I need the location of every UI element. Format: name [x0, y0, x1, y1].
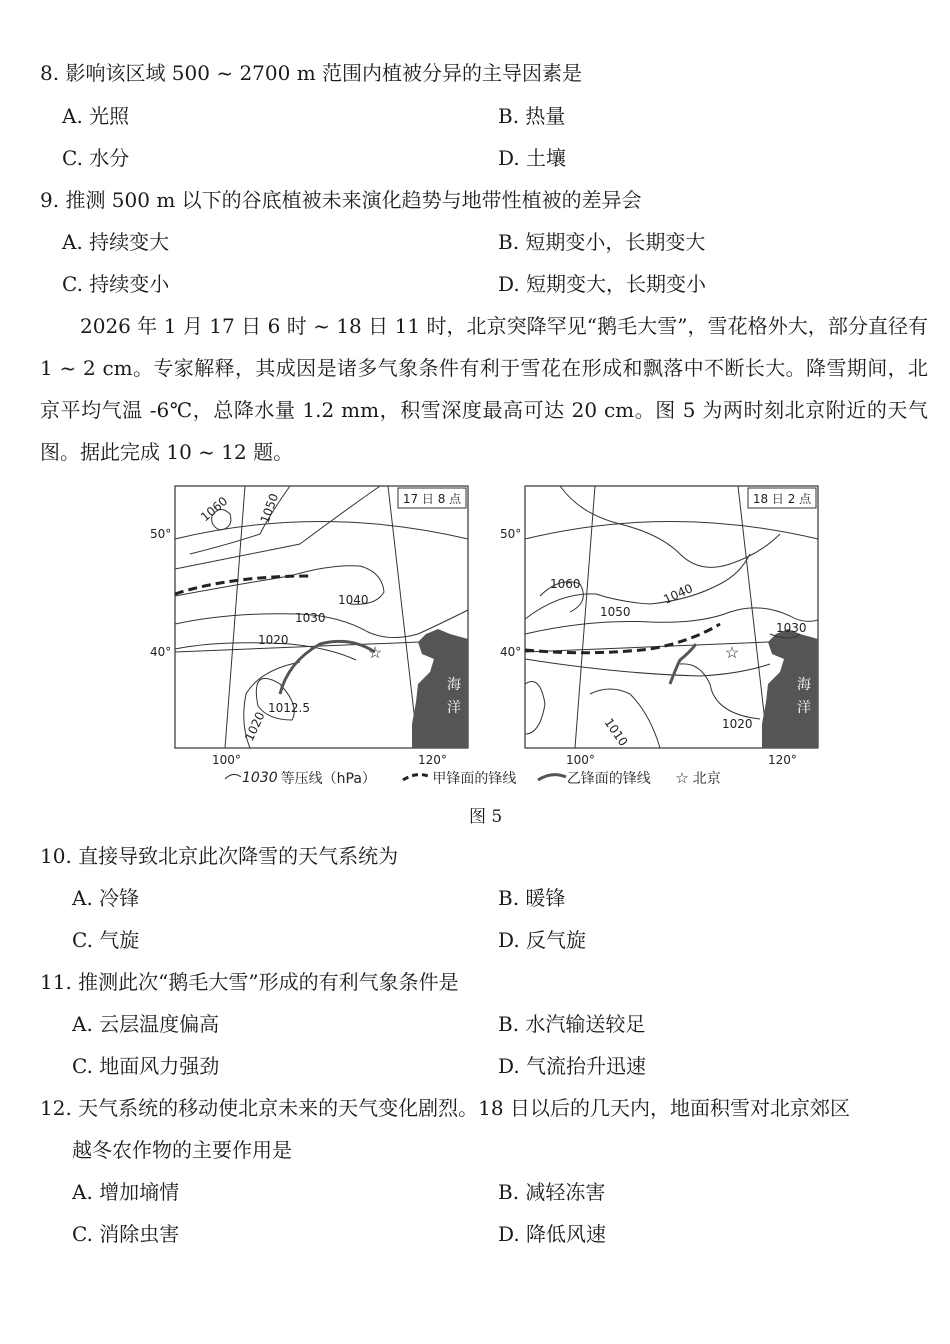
q10-option-a[interactable]: A. 冷锋 [72, 886, 140, 910]
figure-caption: 图 5 [469, 807, 503, 827]
isobar-label: 1012.5 [268, 701, 310, 715]
q8-option-b[interactable]: B. 热量 [498, 104, 566, 128]
q8-option-d[interactable]: D. 土壤 [498, 146, 567, 170]
q10-option-b[interactable]: B. 暖锋 [498, 886, 566, 910]
isobar-1020 [680, 664, 760, 719]
isobar-label: 1020 [242, 709, 268, 744]
ocean-label: 海 [797, 677, 811, 693]
lat-label: 40° [500, 645, 522, 659]
q8-stem: 8. 影响该区域 500 ~ 2700 m 范围内植被分异的主导因素是 [40, 61, 583, 85]
lat-label: 50° [150, 527, 172, 541]
q10-stem: 10. 直接导致北京此次降雪的天气系统为 [40, 844, 399, 868]
lon-label: 100° [566, 753, 595, 767]
lon-label: 120° [418, 753, 447, 767]
isobar-label: 1060 [550, 577, 581, 591]
isobar-label: 1030 [776, 621, 807, 635]
beijing-legend-icon: ☆ [675, 769, 689, 787]
front-a-legend-icon [402, 769, 432, 787]
legend-isobar-label: 等压线（hPa） [280, 771, 376, 787]
q9-option-b[interactable]: B. 短期变小，长期变大 [498, 230, 706, 254]
isobar-label: 1050 [257, 491, 282, 526]
lat-label: 50° [500, 527, 522, 541]
figure-legend [224, 768, 721, 788]
lat-label: 40° [150, 645, 172, 659]
isobar-label: 1040 [661, 581, 695, 607]
q9-option-a[interactable]: A. 持续变大 [62, 230, 170, 254]
q9-option-d[interactable]: D. 短期变大，长期变小 [498, 272, 707, 296]
q12-stem-line1: 12. 天气系统的移动使北京未来的天气变化剧烈。18 日以后的几天内，地面积雪对北京郊区 [40, 1096, 850, 1120]
weather-map-17th [150, 484, 470, 769]
front-a-line [175, 576, 310, 594]
q8-option-a[interactable]: A. 光照 [62, 104, 130, 128]
q11-option-b[interactable]: B. 水汽输送较足 [498, 1012, 646, 1036]
q8-option-c[interactable]: C. 水分 [62, 146, 130, 170]
passage-text: 2026 年 1 月 17 日 6 时 ~ 18 日 11 时，北京突降罕见“鹅毛大雪”，雪花格外大，部分直径有 1 ~ 2 cm。专家解释，其成因是诸多气象条件有利于雪花在形成和飘落中不断长大。降雪期间，北京平均气温 -6℃，总降水量 1.2 mm，积雪深度最高可达 20 cm。图 5 为两时刻北京附近的天气图。据此完成 10 ~ 12 题。 [40, 314, 928, 464]
q11-option-d[interactable]: D. 气流抬升迅速 [498, 1054, 647, 1078]
isobar-1040 [525, 608, 818, 634]
q9-option-c[interactable]: C. 持续变小 [62, 272, 170, 296]
q12-option-a[interactable]: A. 增加墒情 [72, 1180, 180, 1204]
q12-option-c[interactable]: C. 消除虫害 [72, 1222, 180, 1246]
isobar-label: 1010 [601, 715, 631, 749]
q12-stem-line2: 越冬农作物的主要作用是 [72, 1138, 292, 1162]
isobar-label: 1020 [258, 633, 289, 647]
lon-label: 100° [212, 753, 241, 767]
q11-option-a[interactable]: A. 云层温度偏高 [72, 1012, 220, 1036]
front-b-legend-icon [537, 769, 567, 787]
isobar-label: 1020 [722, 717, 753, 731]
q10-option-c[interactable]: C. 气旋 [72, 928, 140, 952]
legend-front-a-label: 甲锋面的锋线 [432, 771, 517, 787]
isobar-label: 1040 [338, 593, 369, 607]
ocean-label: 海 [447, 677, 461, 693]
beijing-star-icon: ☆ [724, 643, 740, 662]
isobar-sample-value: 1030 [242, 770, 278, 786]
q11-stem: 11. 推测此次“鹅毛大雪”形成的有利气象条件是 [40, 970, 459, 994]
isobar-label: 1060 [197, 493, 231, 525]
map1-time-label: 17 日 8 点 [402, 492, 462, 506]
q11-option-c[interactable]: C. 地面风力强劲 [72, 1054, 220, 1078]
q12-option-b[interactable]: B. 减轻冻害 [498, 1180, 606, 1204]
legend-front-b-label: 乙锋面的锋线 [566, 771, 651, 787]
lon-label: 120° [768, 753, 797, 767]
q9-stem: 9. 推测 500 m 以下的谷底植被未来演化趋势与地带性植被的差异会 [40, 188, 642, 212]
weather-map-18th [500, 484, 820, 769]
isobar-label: 1030 [295, 611, 326, 625]
isobar-label: 1050 [600, 605, 631, 619]
map2-time-label: 18 日 2 点 [752, 492, 812, 506]
q12-option-d[interactable]: D. 降低风速 [498, 1222, 607, 1246]
beijing-star-icon: ☆ [367, 643, 383, 662]
ocean-label: 洋 [797, 700, 811, 716]
q10-option-d[interactable]: D. 反气旋 [498, 928, 587, 952]
legend-beijing-label: 北京 [692, 771, 721, 787]
ocean-label: 洋 [447, 700, 461, 716]
isobar-legend-icon [224, 769, 242, 787]
front-b-line [280, 641, 375, 694]
